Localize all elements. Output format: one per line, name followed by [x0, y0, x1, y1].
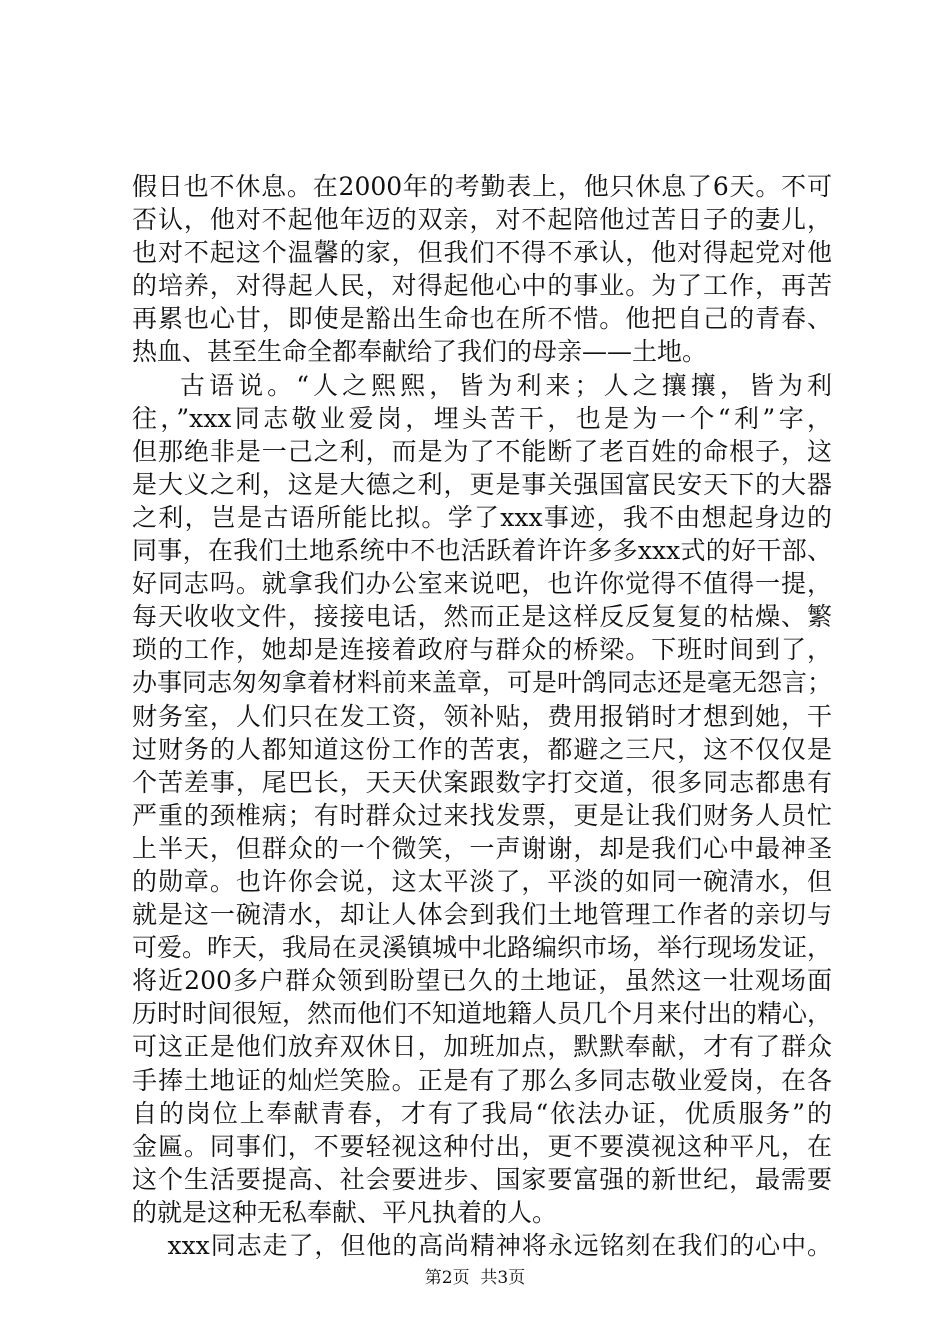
text-line: 好同志吗。就拿我们办公室来说吧，也许你觉得不值得一提， [132, 569, 832, 599]
text-line: xxx同志走了，但他的高尚精神将永远铭刻在我们的心中。 [132, 1231, 832, 1260]
text-line: 手捧土地证的灿烂笑脸。正是有了那么多同志敬业爱岗，在各 [132, 1065, 832, 1095]
text-line: 假日也不休息。在2000年的考勤表上，他只休息了6天。不可 [132, 172, 832, 201]
text-line: 个苦差事，尾巴长，天天伏案跟数字打交道，很多同志都患有 [132, 767, 832, 797]
text-line: 的培养，对得起人民，对得起他心中的事业。为了工作，再苦 [132, 271, 832, 301]
text-line: 古语说。“人之熙熙，皆为利来；人之攘攘，皆为利 [132, 370, 832, 400]
page-number: 第2页 共3页 [424, 1268, 526, 1288]
text-line: 往，”xxx同志敬业爱岗，埋头苦干，也是为一个“利”字， [132, 403, 832, 433]
text-line: 可这正是他们放弃双休日，加班加点，默默奉献，才有了群众 [132, 1032, 832, 1062]
text-line: 否认，他对不起他年迈的双亲，对不起陪他过苦日子的妻儿， [132, 205, 832, 235]
text-line: 热血、甚至生命全都奉献给了我们的母亲——土地。 [132, 337, 708, 367]
text-line: 再累也心甘，即使是豁出生命也在所不惜。他把自己的青春、 [132, 304, 832, 334]
text-line: 也对不起这个温馨的家，但我们不得不承认，他对得起党对他 [132, 238, 832, 268]
text-line: 的勋章。也许你会说，这太平淡了，平淡的如同一碗清水，但 [132, 866, 832, 896]
text-line: 之利，岂是古语所能比拟。学了xxx事迹，我不由想起身边的 [132, 502, 832, 532]
text-line: 金匾。同事们，不要轻视这种付出，更不要漠视这种平凡，在 [132, 1131, 832, 1161]
text-line: 严重的颈椎病；有时群众过来找发票，更是让我们财务人员忙 [132, 800, 832, 830]
text-line: 但那绝非是一己之利，而是为了不能断了老百姓的命根子，这 [132, 436, 832, 466]
text-line: 每天收收文件，接接电话，然而正是这样反反复复的枯燥、繁 [132, 602, 832, 632]
text-line: 自的岗位上奉献青春，才有了我局“依法办证，优质服务”的 [132, 1098, 832, 1128]
text-line: 这个生活要提高、社会要进步、国家要富强的新世纪，最需要 [132, 1164, 832, 1194]
text-line: 财务室，人们只在发工资，领补贴，费用报销时才想到她，干 [132, 701, 832, 731]
text-line: 就是这一碗清水，却让人体会到我们土地管理工作者的亲切与 [132, 900, 832, 930]
text-line: 同事，在我们土地系统中不也活跃着许许多多xxx式的好干部、 [132, 536, 832, 566]
text-line: 历时时间很短，然而他们不知道地籍人员几个月来付出的精心， [132, 999, 833, 1029]
text-line: 的就是这种无私奉献、平凡执着的人。 [132, 1197, 558, 1227]
text-line: 上半天，但群众的一个微笑，一声谢谢，却是我们心中最神圣 [132, 833, 832, 863]
text-line: 过财务的人都知道这份工作的苦衷，都避之三尺，这不仅仅是 [132, 734, 832, 764]
body-text [132, 170, 832, 1262]
text-line: 将近200多户群众领到盼望已久的土地证，虽然这一壮观场面 [132, 966, 832, 996]
text-line: 可爱。昨天，我局在灵溪镇城中北路编织市场，举行现场发证， [132, 933, 833, 963]
text-line: 是大义之利，这是大德之利，更是事关强国富民安天下的大器 [132, 469, 832, 499]
text-line: 琐的工作，她却是连接着政府与群众的桥梁。下班时间到了， [132, 635, 832, 665]
text-line: 办事同志匆匆拿着材料前来盖章，可是叶鸽同志还是毫无怨言； [132, 668, 833, 698]
